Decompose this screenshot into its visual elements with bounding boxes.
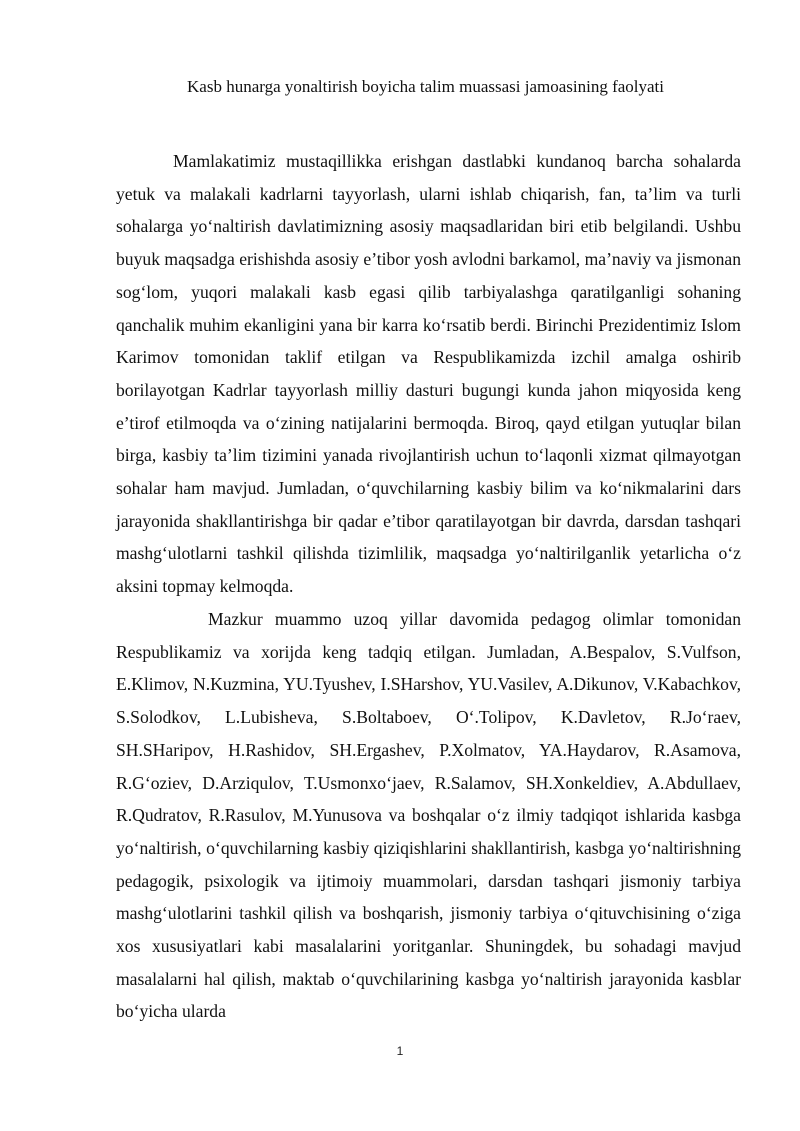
paragraph-1: Mamlakatimiz mustaqillikka erishgan dastlabki kundanoq barcha sohalarda yetuk va malakali kadrlarni tayyorlash, ularni ishlab chiqarish, fan, ta’lim va turli sohalarga yo‘naltirish davlatimizning asosiy maqsadlaridan biri etib belgilandi. Ushbu buyuk maqsadga erishishda asosiy e’tibor yosh avlodni barkamol, ma’naviy va jismonan sog‘lom, yuqori malakali kasb egasi qilib tarbiyalashga qaratilganligi sohaning qanchalik muhim ekanligini yana bir karra ko‘rsatib berdi. Birinchi Prezidentimiz Islom Karimov tomonidan taklif etilgan va Respublikamizda izchil amalga oshirib borilayotgan Kadrlar tayyorlash milliy dasturi bugungi kunda jahon miqyosida keng e’tirof etilmoqda va o‘zining natijalarini bermoqda. Biroq, qayd etilgan yutuqlar bilan birga, kasbiy ta’lim tizimini yanada rivojlantirish uchun to‘laqonli xizmat qilmayotgan sohalar ham mavjud. Jumladan, o‘quvchilarning kasbiy bilim va ko‘nikmalarini dars jarayonida shakllantirishga bir qadar e’tibor qaratilayotgan bir davrda, darsdan tashqari mashg‘ulotlarni tashkil qilishda tizimlilik, maqsadga yo‘naltirilganlik yetarlicha o‘z aksini topmay kelmoqda. [116, 151, 741, 597]
paragraph-2: Mazkur muammo uzoq yillar davomida pedagog olimlar tomonidan Respublikamiz va xorijda keng tadqiq etilgan. Jumladan, A.Bespalov, S.Vulfson, E.Klimov, N.Kuzmina, YU.Tyushev, I.SHarshov, YU.Vasilev, A.Dikunov, V.Kabachkov, S.Solodkov, L.Lubisheva, S.Boltaboev, O‘.Tolipov, K.Davletov, R.Jo‘raev, SH.SHaripov, H.Rashidov, SH.Ergashev, P.Xolmatov, YA.Haydarov, R.Asamova, R.G‘oziev, D.Arziqulov, T.Usmonxo‘jaev, R.Salamov, SH.Xonkeldiev, A.Abdullaev, R.Qudratov, R.Rasulov, M.Yunusova va boshqalar o‘z ilmiy tadqiqot ishlarida kasbga yo‘naltirish, o‘quvchilarning kasbiy qiziqishlarini shakllantirish, kasbga yo‘naltirishning pedagogik, psixologik va ijtimoiy muammolari, darsdan tashqari jismoniy tarbiya mashg‘ulotlarini tashkil qilish va boshqarish, jismoniy tarbiya o‘qituvchisining o‘ziga xos xususiyatlari kabi masalalarini yoritganlar. Shuningdek, bu sohadagi mavjud masalalarni hal qilish, maktab o‘quvchilarining kasbga yo‘naltirish jarayonida kasblar bo‘yicha ularda [116, 609, 741, 1022]
page-number: 1 [396, 1044, 404, 1058]
document-title: Kasb hunarga yonaltirish boyicha talim muassasi jamoasining faolyati [187, 77, 665, 96]
